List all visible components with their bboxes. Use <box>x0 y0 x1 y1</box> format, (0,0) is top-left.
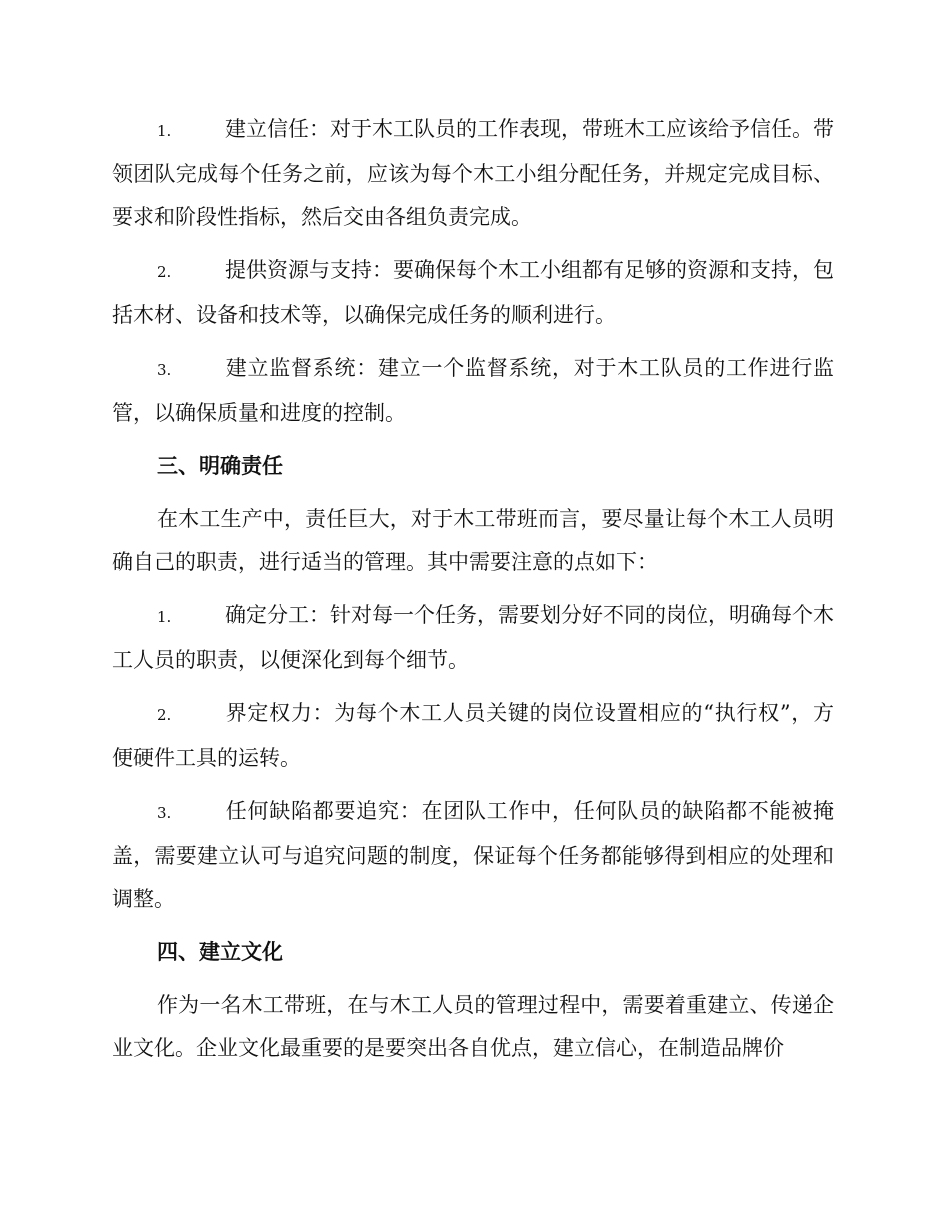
list-number: 2. <box>157 263 172 281</box>
section-heading: 四、建立文化 <box>157 940 283 964</box>
list-text: 界定权力：为每个木工人员关键的岗位设置相应的“执行权”，方便硬件工具的运转。 <box>112 701 834 770</box>
list-text: 提供资源与支持：要确保每个木工小组都有足够的资源和支持，包括木材、设备和技术等，以确保完成任务的顺利进行。 <box>112 258 834 327</box>
list-item <box>112 249 834 337</box>
document-body <box>112 108 834 1080</box>
list-number: 1. <box>157 122 172 140</box>
list-text: 确定分工：针对每一个任务，需要划分好不同的岗位，明确每个木工人员的职责，以便深化到每个细节。 <box>112 603 834 672</box>
list-number: 3. <box>157 361 172 379</box>
list-text: 任何缺陷都要追究：在团队工作中，任何队员的缺陷都不能被掩盖，需要建立认可与追究问题的制度，保证每个任务都能够得到相应的处理和调整。 <box>112 799 834 911</box>
list-item <box>112 347 834 435</box>
section-intro: 在木工生产中，责任巨大，对于木工带班而言，要尽量让每个木工人员明确自己的职责，进行适当的管理。其中需要注意的点如下： <box>112 507 834 574</box>
section-heading: 三、明确责任 <box>157 454 283 478</box>
list-item <box>112 790 834 921</box>
list-number: 1. <box>157 608 172 626</box>
list-item <box>112 692 834 780</box>
list-number: 2. <box>157 706 172 724</box>
list-text: 建立信任：对于木工队员的工作表现，带班木工应该给予信任。带领团队完成每个任务之前，应该为每个木工小组分配任务，并规定完成目标、要求和阶段性指标，然后交由各组负责完成。 <box>112 117 834 229</box>
list-text: 建立监督系统：建立一个监督系统，对于木工队员的工作进行监管，以确保质量和进度的控制。 <box>112 356 834 425</box>
list-item <box>112 108 834 239</box>
section-intro: 作为一名木工带班，在与木工人员的管理过程中，需要着重建立、传递企业文化。企业文化最重要的是要突出各自优点，建立信心，在制造品牌价 <box>112 993 834 1060</box>
list-item <box>112 594 834 682</box>
list-number: 3. <box>157 804 172 822</box>
